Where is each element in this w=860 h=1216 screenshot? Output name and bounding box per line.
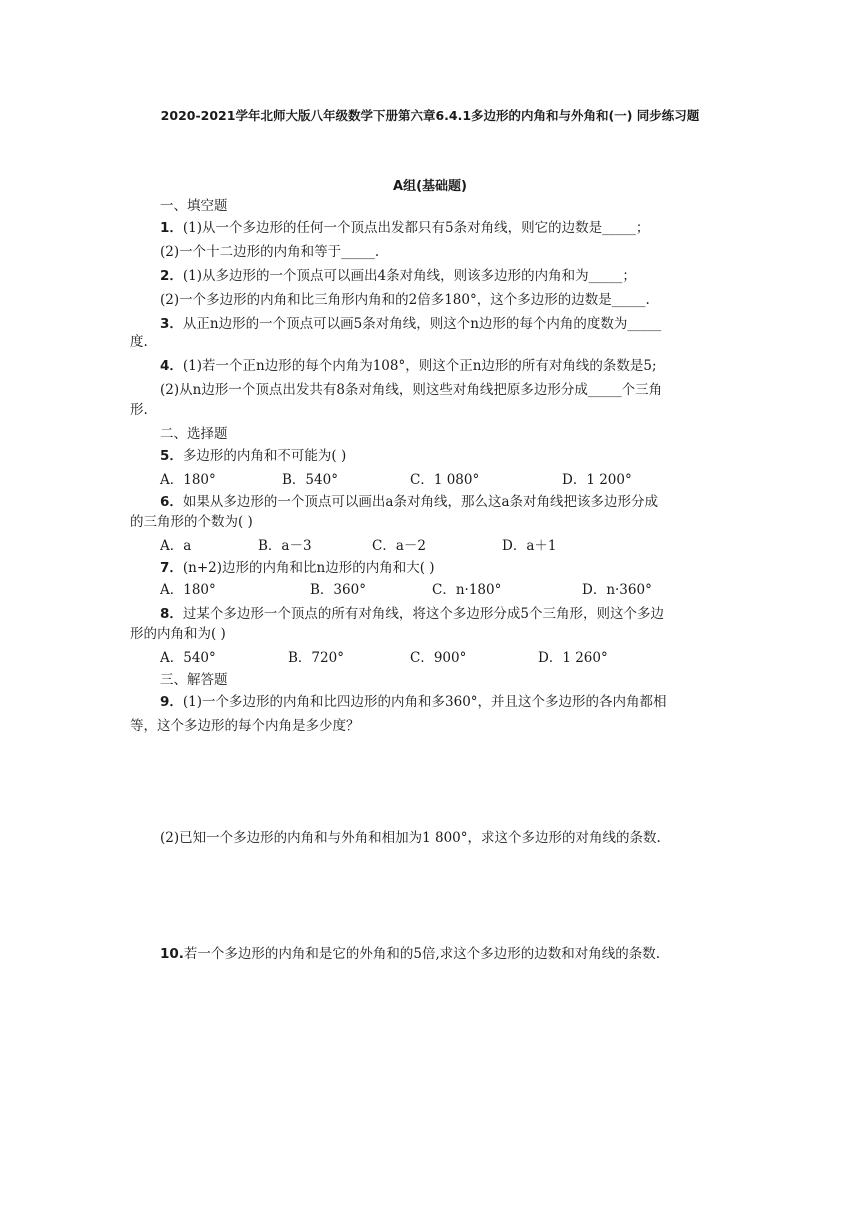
- question-number: 1．: [160, 220, 183, 236]
- question-7: [160, 558, 735, 578]
- question-4a: [160, 356, 735, 376]
- question-number: 8．: [160, 606, 183, 622]
- question-9a: [160, 692, 735, 712]
- option-b: B．720°: [288, 650, 344, 666]
- option-a: A．a: [160, 538, 192, 554]
- option-a: A．180°: [160, 582, 216, 598]
- question-text: (1)一个多边形的内角和比四边形的内角和多360°，并且这个多边形的各内角都相: [182, 694, 667, 710]
- question-4b: (2)从n边形一个顶点出发共有8条对角线，则这些对角线把原多边形分成_____个三角: [160, 382, 663, 398]
- question-6: [160, 492, 735, 512]
- section-choice-heading: 二、选择题: [160, 426, 228, 442]
- question-10: [160, 944, 735, 964]
- question-3a: [160, 314, 735, 334]
- section-solve-heading: 三、解答题: [160, 672, 228, 688]
- option-c: C．n·180°: [432, 582, 502, 598]
- question-5-options: [160, 470, 735, 490]
- option-a: A．540°: [160, 650, 216, 666]
- option-c: C．900°: [410, 650, 467, 666]
- question-1a: [160, 218, 735, 238]
- question-text: 若一个多边形的内角和是它的外角和的5倍,求这个多边形的边数和对角线的条数.: [183, 946, 661, 962]
- question-number: 9．: [160, 694, 183, 710]
- question-number: 7．: [160, 560, 183, 576]
- question-9a-cont: 等，这个多边形的每个内角是多少度？: [130, 718, 360, 734]
- question-9b: (2)已知一个多边形的内角和与外角和相加为1 800°，求这个多边形的对角线的条数.: [160, 830, 661, 846]
- question-number: 3．: [160, 316, 183, 332]
- page-title: 2020-2021学年北师大版八年级数学下册第六章6.4.1多边形的内角和与外角和(一) 同步练习题: [160, 108, 700, 123]
- option-c: C．a－2: [372, 538, 426, 554]
- question-number: 2．: [160, 268, 183, 284]
- option-b: B．540°: [282, 472, 338, 488]
- question-5: [160, 446, 735, 466]
- section-fill-heading: 一、填空题: [160, 198, 228, 214]
- option-d: D．a＋1: [502, 538, 557, 554]
- question-2a: [160, 266, 735, 286]
- question-text: (n+2)边形的内角和比n边形的内角和大( ): [182, 560, 435, 576]
- question-text: 从正n边形的一个顶点可以画5条对角线，则这个n边形的每个内角的度数为_____: [182, 316, 662, 332]
- question-6-options: [160, 536, 735, 556]
- question-7-options: [160, 580, 735, 600]
- group-heading: A组(基础题): [393, 179, 467, 194]
- question-text: (1)从多边形的一个顶点可以画出4条对角线，则该多边形的内角和为_____；: [182, 268, 636, 284]
- question-number: 5．: [160, 448, 183, 464]
- option-d: D．1 260°: [538, 650, 608, 666]
- question-8: [160, 604, 735, 624]
- question-4c: 形.: [130, 402, 148, 418]
- question-8-options: [160, 648, 735, 668]
- question-2b: (2)一个多边形的内角和比三角形内角和的2倍多180°，这个多边形的边数是_____.: [160, 292, 650, 308]
- question-text: 多边形的内角和不可能为( ): [182, 448, 347, 464]
- question-text: (1)从一个多边形的任何一个顶点出发都只有5条对角线，则它的边数是_____；: [182, 220, 650, 236]
- option-b: B．a－3: [258, 538, 312, 554]
- question-6-cont: 的三角形的个数为( ): [130, 514, 253, 530]
- option-c: C．1 080°: [410, 472, 480, 488]
- question-1b: (2)一个十二边形的内角和等于_____.: [160, 244, 380, 260]
- question-text: 如果从多边形的一个顶点可以画出a条对角线，那么这a条对角线把该多边形分成: [182, 494, 659, 510]
- question-number: 6．: [160, 494, 183, 510]
- question-number: 4．: [160, 358, 183, 374]
- option-d: D．n·360°: [582, 582, 652, 598]
- question-text: 过某个多边形一个顶点的所有对角线，将这个多边形分成5个三角形，则这个多边: [182, 606, 664, 622]
- question-number: 10.: [160, 946, 184, 962]
- question-text: (1)若一个正n边形的每个内角为108°，则这个正n边形的所有对角线的条数是5;: [182, 358, 657, 374]
- question-3b: 度.: [130, 334, 148, 350]
- option-d: D．1 200°: [562, 472, 632, 488]
- option-b: B．360°: [310, 582, 366, 598]
- question-8-cont: 形的内角和为( ): [130, 626, 226, 642]
- option-a: A．180°: [160, 472, 216, 488]
